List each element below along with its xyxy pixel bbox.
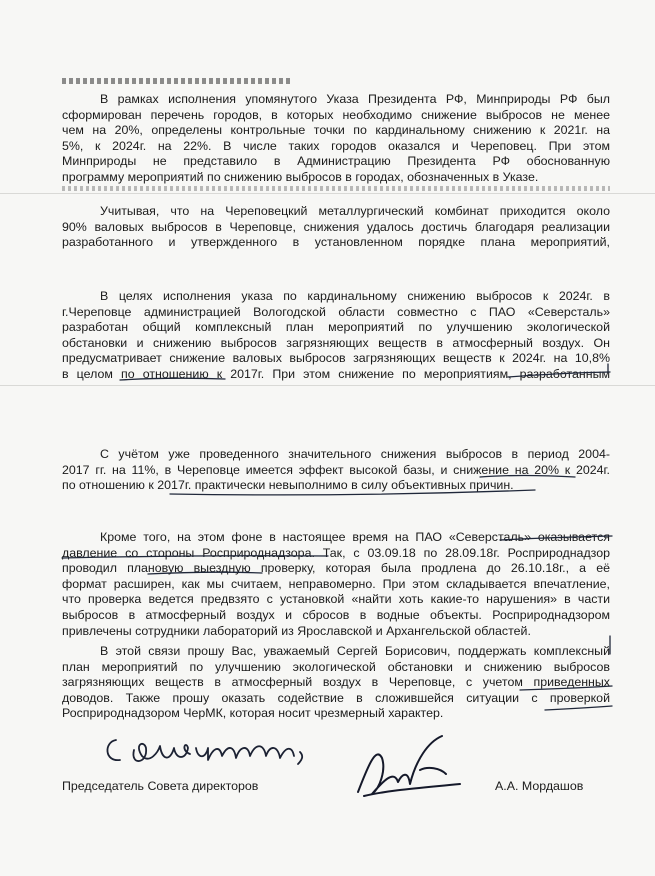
underline-mark [520,686,612,690]
text-line: программу мероприятий по снижению выбросов в городах, обозначенных в Указе. [62,169,539,184]
text-line: С учётом уже проведенного значительного снижения выбросов в период 2004- [100,447,610,461]
underline-mark [545,706,612,710]
text-line: В этой связи прошу Вас, уважаемый Сергей Борисович, поддержать комплексный [100,644,610,658]
text-line: выбросов в атмосферный воздух и сбросов в водные объекты. Росприроднадзором [62,607,610,622]
text-line: проводил плановую выездную проверку, которая была продлена до 26.10.18г., а её [62,561,610,576]
signature [350,730,470,808]
text-line: обстановки и снижению выбросов загрязняющих веществ в атмосферный воздух. Он [62,335,610,350]
text-line: предусматривает снижение валовых выбросов загрязняющих веществ к 2024г. на 10,8% [62,351,610,366]
underline-mark [508,364,610,377]
text-line: Учитывая, что на Череповецкий металлургический комбинат приходится около [100,204,610,218]
text-line: Кроме того, на этом фоне в настоящее время на ПАО «Северсталь» оказывается [100,530,610,544]
underline-mark [170,490,535,495]
underline-mark [120,378,225,380]
text-line: Минприроды не представило в Администрацию Президента РФ обоснованную [62,154,610,169]
text-line: план мероприятий по улучшению экологической обстановки и снижению выбросов [62,659,610,674]
text-line: 5%, к 2024г. на 22%. В числе таких городов оказался и Череповец. При этом [62,138,610,153]
text-line: привлечены сотрудники лабораторий из Ярославской и Архангельской областей. [62,623,531,638]
signatory-position: Председатель Совета директоров [62,779,259,793]
text-line: В рамках исполнения упомянутого Указа Президента РФ, Минприроды РФ был [100,92,610,106]
underline-mark [148,572,262,574]
signatory-name: А.А. Мордашов [495,779,584,793]
underline-mark [62,556,328,558]
text-line: загрязняющих веществ в атмосферный воздух в Череповце, с учетом приведенных [62,675,610,690]
text-line: в целом по отношению к 2017г. При этом снижение по мероприятиям, разработанным [62,366,610,381]
text-line: что проверка ведется предвзято с установкой «найти хоть какие-то нарушения» в части [62,592,610,607]
handwritten-closing [100,726,320,774]
text-line: 90% валовых выбросов в Череповце, снижения удалось достичь благодаря реализации [62,219,610,234]
underline-mark [480,476,575,478]
text-line: разработан общий комплексный план мероприятий по улучшению экологической [62,320,610,335]
text-line: Росприроднадзором ЧерМК, которая носит чрезмерный характер. [62,706,444,721]
text-line: по отношению к 2017г. практически невыполнимо в силу объективных причин. [62,478,514,493]
text-line: чем на 20%, определены контрольные точки по кардинальному снижению к 2021г. на [62,123,610,138]
text-line: формат расширен, как мы считаем, неправомерно. При этом складывается впечатление, [62,576,610,591]
text-line: г.Череповце администрацией Вологодской области совместно с ПАО «Северсталь» [62,304,610,319]
text-line: разработанного и утвержденного в установленном порядке плана мероприятий, [62,235,610,250]
text-line: В целях исполнения указа по кардинальному снижению выбросов к 2024г. в [100,289,610,303]
text-line: сформирован перечень городов, в которых необходимо снижение выбросов не менее [62,107,610,122]
text-line: доводов. Также прошу оказать содействие в сложившейся ситуации с проверкой [62,690,610,705]
text-line: 2017 гг. на 11%, в Череповце имеется эффект высокой базы, и снижение на 20% к 2024г. [62,462,610,477]
text-line: давление со стороны Росприроднадзора. Так, с 03.09.18 по 28.09.18г. Росприроднадзор [62,545,610,560]
underline-mark [500,536,612,540]
